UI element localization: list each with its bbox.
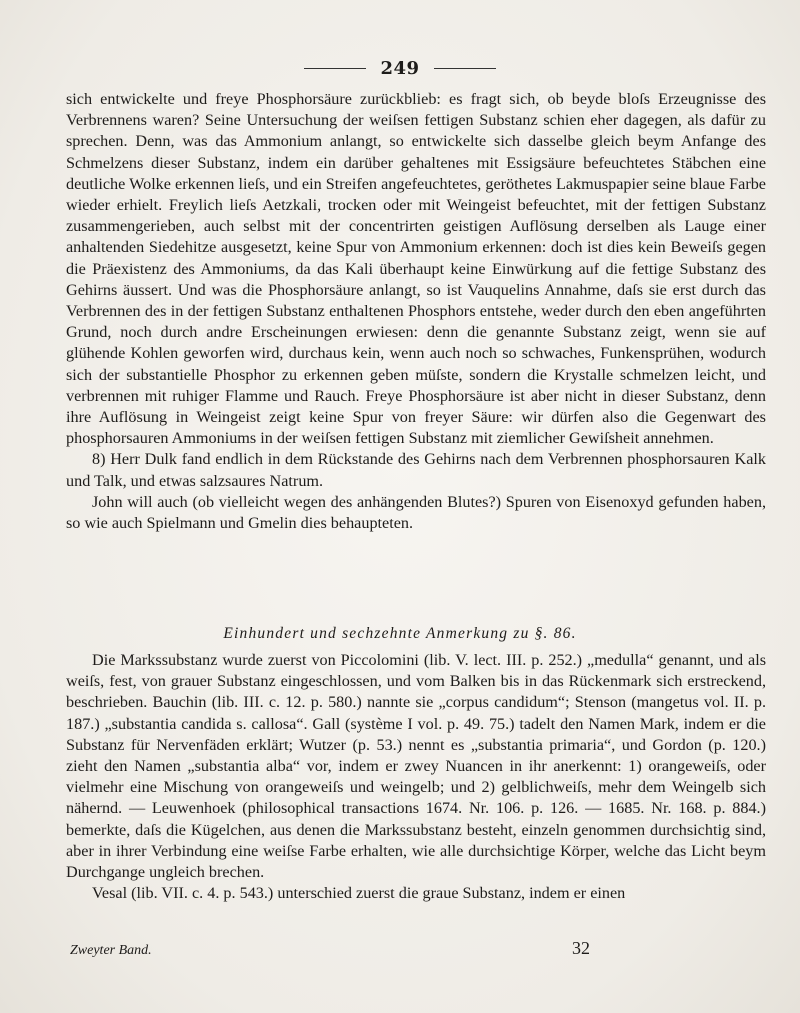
header-rule-right <box>434 68 496 69</box>
paragraph-dulk: 8) Herr Dulk fand endlich in dem Rückstande des Gehirns nach dem Verbrennen phosphorsauren Kalk und Talk, und etwas salzsaures Natrum. <box>66 450 766 490</box>
paragraph-markssubstanz: Die Markssubstanz wurde zuerst von Piccolomini (lib. V. lect. III. p. 252.) „medulla“ genannt, und als weiſs, fest, von grauer Substanz eingeschlossen, und vom Balken bis in das Rückenmark sich erstreckend, beschrieben. Bauchin (lib. III. c. 12. p. 580.) nannte sie „corpus candidum“; Stenson (mangetus vol. II. p. 187.) „substantia candida s. callosa“. Gall (système I vol. p. 49. 75.) tadelt den Namen Mark, indem er die Substanz für Nervenfäden erklärt; Wutzer (p. 53.) nennt es „substantia primaria“, und Gordon (p. 120.) zieht den Namen „substantia alba“ vor, indem er zwey Nuancen in ihr anerkennt: 1) orangeweiſs, oder vielmehr eine Mischung von orangeweiſs und weingelb; und 2) gelblichweiſs, mehr dem Weingelb sich nähernd. — Leuwenhoek (philosophical transactions 1674. Nr. 106. p. 126. — 1685. Nr. 168. p. 884.) bemerkte, daſs die Kügelchen, aus denen die Markssubstanz besteht, einzeln genommen durchsichtig sind, aber in ihrer Verbindung eine weiſse Farbe erhalten, wie alle durchsichtige Körper, welche das Licht beym Durchgange ungleich brechen. <box>66 651 766 882</box>
paragraph-phosphorsaeure: sich entwickelte und freye Phosphorsäure zurückblieb: es fragt sich, ob beyde bloſs Erzeugnisse des Verbrennens waren? Seine Untersuchung der weiſsen fettigen Substanz schien eher dagegen, als dafür zu sprechen. Denn, was das Ammonium anlangt, so entwickelte sich dasselbe gleich beym Anfange des Schmelzens dieser Substanz, indem ein darüber gehaltenes mit Essigsäure befeuchtetes Stäbchen eine deutliche Wolke erkennen lieſs, und ein Streifen angefeuchtetes, geröthetes Lakmuspapier seine blaue Farbe wieder erhielt. Freylich lieſs Aetzkali, trocken oder mit Weingeist befeuchtet, mit der fettigen Substanz zusammengerieben, auch selbst mit der concentrirten geistigen Auflösung derselben als Lauge einer anhaltenden Siedehitze ausgesetzt, keine Spur von Ammonium erkennen: doch ist dies kein Beweiſs gegen die Präexistenz des Ammoniums, da das Kali überhaupt keine Einwürkung auf die fettige Substanz des Gehirns äussert. Und was die Phosphorsäure anlangt, so ist Vauquelins Annahme, daſs sie erst durch das Verbrennen des in der fettigen Substanz enthaltenen Phosphors entstehe, weder durch den eben angeführten Grund, noch durch andre Erscheinungen erwiesen: denn die genannte Substanz zeigt, wenn sie auf glühende Kohlen geworfen wird, durchaus kein, wenn auch noch so schwaches, Funkensprühen, wodurch sich der substantielle Phosphor zu erkennen geben müſste, sondern die Krystalle schmelzen leicht, und verbrennen mit ruhiger Flamme und Rauch. Freye Phosphorsäure ist aber nicht in dieser Substanz, denn ihre Auflösung in Weingeist zeigt keine Spur von freyer Säure: wir dürfen also die Gegenwart des phosphorsauren Ammoniums in der weiſsen fettigen Substanz mit ziemlicher Gewiſsheit annehmen. <box>66 90 766 448</box>
page-footer <box>70 938 590 959</box>
paragraph-vesal: Vesal (lib. VII. c. 4. p. 543.) unterschied zuerst die graue Substanz, indem er einen <box>92 884 626 903</box>
footer-volume: Zweyter Band. <box>70 943 152 958</box>
text-block-upper <box>66 89 766 534</box>
footer-signature: 32 <box>572 938 590 958</box>
section-heading: Einhundert und sechzehnte Anmerkung zu §. 86. <box>223 625 577 642</box>
page-number: 249 <box>380 58 420 79</box>
header-rule-left <box>304 68 366 69</box>
page-header <box>0 58 800 79</box>
text-block-lower <box>66 650 766 904</box>
paragraph-john: John will auch (ob vielleicht wegen des anhängenden Blutes?) Spuren von Eisenoxyd gefunden haben, so wie auch Spielmann und Gmelin dies behaupteten. <box>66 492 766 533</box>
